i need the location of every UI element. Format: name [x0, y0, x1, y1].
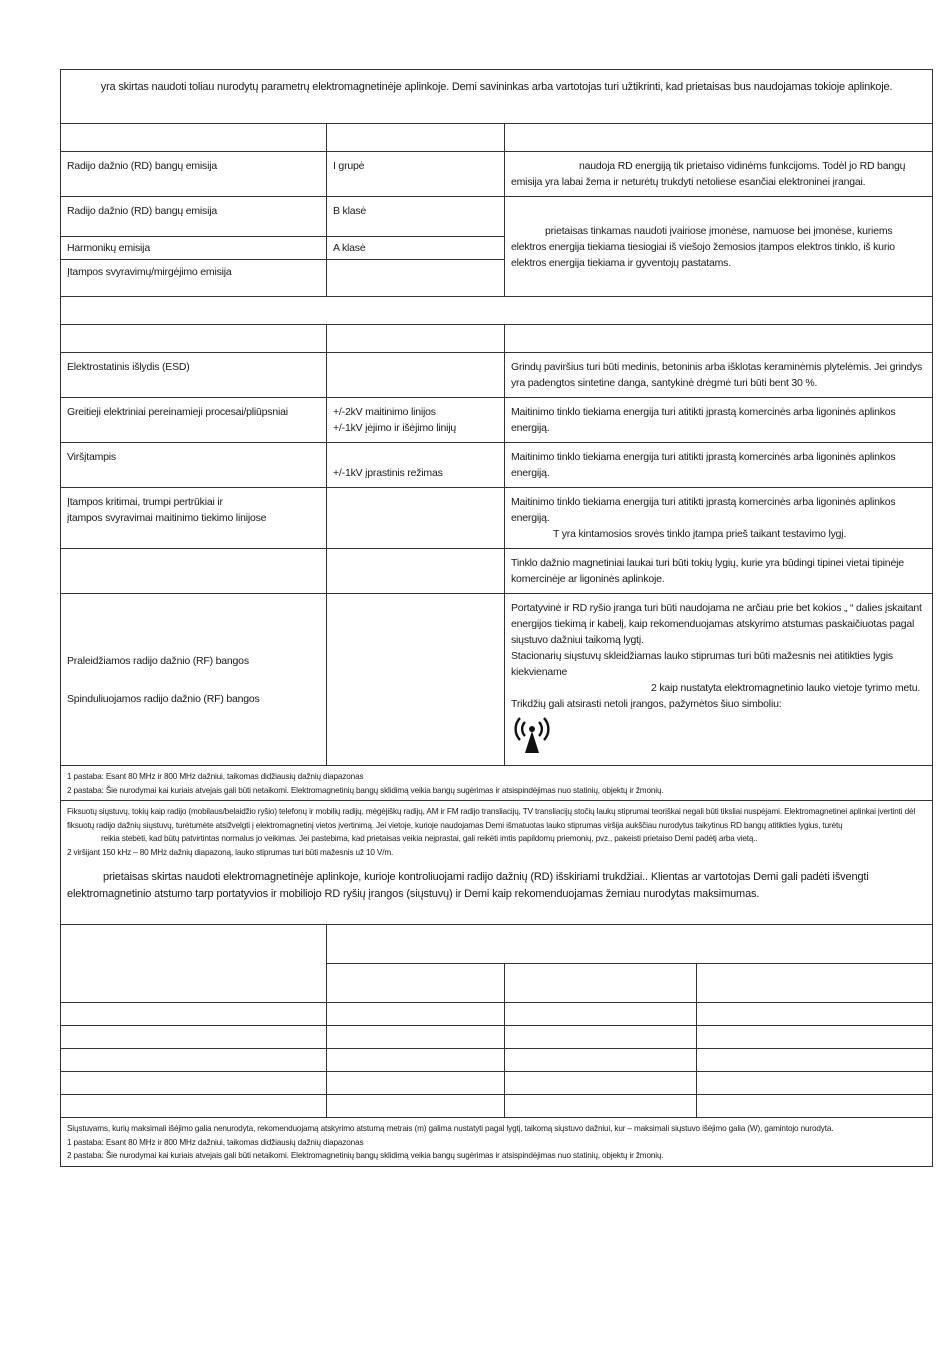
- distance-note-1: 1 pastaba: Esant 80 MHz ir 800 MHz dažniui, taikomas didžiausių dažnių diapazonas: [67, 1137, 364, 1147]
- rf-emission-note: naudoja RD energiją tik prietaiso vidinėms funkcijoms. Todėl jo RD bangų emisija yra labai žema ir neturėtų trukdyti netoliese esančiai elektroninei įrangai.: [511, 160, 906, 188]
- rf-note-4: Trikdžių gali atsirasti netoli įrangos, pažymėtos šiuo simboliu:: [511, 698, 782, 710]
- harmonic-label: Harmonikų emisija: [61, 237, 327, 260]
- eft-note: Maitinimo tinklo tiekiama energija turi atitikti įprastą komercinės arba ligoninės aplinkos energiją.: [505, 398, 933, 443]
- rf-emission-label: Radijo dažnio (RD) bangų emisija: [61, 152, 327, 197]
- magnetic-label: [61, 549, 327, 594]
- magnetic-row: [61, 549, 933, 594]
- eft-level-io: +/-1kV įėjimo ir išėjimo linijų: [333, 422, 457, 434]
- surge-label: Viršįtampis: [61, 443, 327, 488]
- dips-row: [61, 488, 933, 549]
- distance-header-row-1: [61, 925, 933, 964]
- esd-level: [327, 353, 505, 398]
- esd-row: [61, 353, 933, 398]
- emission-header-row: [61, 124, 933, 152]
- esd-note: Grindų paviršius turi būti medinis, betoninis arba išklotas keraminėmis plytelėmis. Jei grindys yra padengtos sintetine danga, santykinė drėgmė turi būti bent 30 %.: [505, 353, 933, 398]
- eft-label: Greitieji elektriniai pereinamieji procesai/pliūpsniai: [61, 398, 327, 443]
- intro-text: yra skirtas naudoti toliau nurodytų parametrų elektromagnetinėje aplinkoje. Demi savininkas arba vartotojas turi užtikrinti, kad prietaisas bus naudojamas tokioje aplinkoje.: [100, 81, 893, 93]
- distance-row: [61, 1049, 933, 1072]
- intro-row: [61, 70, 933, 124]
- distance-note-2: 2 pastaba: Šie nurodymai kai kuriais atvejais gali būti netaikomi. Elektromagnetinių bangų sklidimą veikia bangų sugėrimas ir atsispindėjimas nuo statinių, objektų ir žmonių.: [67, 1151, 664, 1160]
- eft-row: [61, 398, 933, 443]
- residential-use-note: prietaisas tinkamas naudoti įvairiose įmonėse, namuose bei įmonėse, kuriems elektros energija tiekiama tiesiogiai iš viešojo žemosios įtampos elektros tinklo, iš kurio elektros energija tiekiama ir gyventojų pastatams.: [511, 224, 895, 269]
- immunity-title-row: [61, 297, 933, 325]
- distance-row: [61, 1026, 933, 1049]
- rf-emission-class-label: Radijo dažnio (RD) bangų emisija: [61, 197, 327, 237]
- non-ionizing-radiation-icon: [511, 716, 926, 759]
- distance-row: [61, 1095, 933, 1118]
- rf-note-3: 2 kaip nustatyta elektromagnetinio lauko vietoje tyrimo metu.: [651, 682, 921, 694]
- distance-row: [61, 1072, 933, 1095]
- rf-note-2: Stacionarių siųstuvų skleidžiamas lauko stiprumas turi būti mažesnis nei atitikties lygis kiekviename: [511, 650, 893, 678]
- immunity-note-2: 2 pastaba: Šie nurodymai kai kuriais atvejais gali būti netaikomi. Elektromagnetinių bangų sklidimą veikia bangų sugėrimas ir atsispindėjimas nuo statinių, objektų ir žmonių.: [67, 785, 664, 795]
- rf-emission-class-value: B klasė: [327, 197, 505, 237]
- separation-distance-intro: prietaisas skirtas naudoti elektromagnetinėje aplinkoje, kurioje kontroliuojami radijo dažnių (RD) išskiriami trukdžiai.. Klientas ar vartotojas Demi gali padėti išvengti elektromagnetinio atstumo tarp portatyvios ir mobiliojo RD ryšių įrangos (siųstuvų) ir Demi kaip rekomenduojamas žemiau nurodytas maksimumas.: [67, 871, 869, 900]
- flicker-value: [327, 260, 505, 297]
- surge-row: [61, 443, 933, 488]
- footnote-a: Fiksuotų siųstuvų, tokių kaip radijo (mobilaus/belaidžio ryšio) telefonų ir mobilių radijų, mėgėjiškų radijų, AM ir FM radijo transliacijų, TV transliacijų stočių laukų stiprumai teoriškai negali būti tiksliai nuspėjami. Elektromagnetinei aplinkai įvertinti dėl fiksuotų radijo dažnių siųstuvų, turėtumėte atsižvelgti į elektromagnetinį vietos įvertinimą. Jei vietoje, kurioje naudojamas Demi išmatuotas lauko stiprumas viršija aukščiau nurodytus taikytinus RD bangų atitikties lygius, turėtų: [67, 807, 916, 830]
- dips-label-1: Įtampos kritimai, trumpi pertrūkiai ir: [67, 496, 223, 508]
- immunity-note-1: 1 pastaba: Esant 80 MHz ir 800 MHz dažniui, taikomas didžiausių dažnių diapazonas: [67, 772, 364, 781]
- conducted-rf-label: Praleidžiamos radijo dažnio (RF) bangos: [67, 654, 249, 667]
- emc-declaration-document: [60, 69, 932, 1167]
- immunity-header-row: [61, 325, 933, 353]
- flicker-label: Įtampos svyravimų/mirgėjimo emisija: [61, 260, 327, 297]
- surge-level: +/-1kV įprastinis režimas: [327, 443, 505, 488]
- dips-note-2: T yra kintamosios srovės tinklo įtampa prieš taikant testavimo lygį.: [553, 528, 847, 540]
- distance-notes-row: [61, 1118, 933, 1167]
- radiated-rf-label: Spinduliuojamos radijo dažnio (RF) bangos: [67, 692, 260, 705]
- harmonic-value: A klasė: [327, 237, 505, 260]
- footnote-b: 2 viršijant 150 kHz – 80 MHz dažnių diapazoną, lauko stiprumas turi būti mažesnis už 10 V/m.: [67, 847, 394, 857]
- surge-note: Maitinimo tinklo tiekiama energija turi atitikti įprastą komercinės arba ligoninės aplinkos energiją.: [505, 443, 933, 488]
- distance-row: [61, 1003, 933, 1026]
- emc-table: [60, 69, 933, 1167]
- rf-emission-group-value: I grupė: [327, 152, 505, 197]
- esd-label: Elektrostatinis išlydis (ESD): [61, 353, 327, 398]
- rf-note-1: Portatyvinė ir RD ryšio įranga turi būti naudojama ne arčiau prie bet kokios „ “ dalies įskaitant energijos tiekimą ir kabelį, kaip rekomenduojamas atskyrimo atstumas paskaičiuotas pagal siųstuvo dažniui taikomą lygtį.: [511, 602, 922, 646]
- dips-note-1: Maitinimo tinklo tiekiama energija turi atitikti įprastą komercinės arba ligoninės aplinkos energiją.: [511, 496, 896, 524]
- immunity-notes-row: [61, 766, 933, 801]
- footnote-a-cont: reikia stebėti, kad būtų patvirtintas normalus jo veikimas. Jei pastebima, kad prietaisas veikia neįprastai, gali reikėti imtis papildomų priemonių, pvz., pakeisti prietaiso Demi padėtį arba vietą..: [101, 834, 758, 843]
- footnotes-row: [61, 801, 933, 925]
- rf-emission-class-row: [61, 197, 933, 237]
- magnetic-note: Tinklo dažnio magnetiniai laukai turi būti tokių lygių, kurie yra būdingi tipinei vietai tipinėje komercinėje ar ligoninės aplinkoje.: [505, 549, 933, 594]
- rf-immunity-row: [61, 594, 933, 766]
- dips-label-2: įtampos svyravimai maitinimo tiekimo linijose: [67, 512, 267, 524]
- rf-emission-group-row: [61, 152, 933, 197]
- eft-level-power: +/-2kV maitinimo linijos: [333, 406, 436, 418]
- distance-note-0: Siųstuvams, kurių maksimali išėjimo galia nenurodyta, rekomenduojamą atskyrimo atstumą metrais (m) galima nustatyti pagal lygtį, taikomą siųstuvo dažniui, kur – maksimali siųstuvo išėjimo galia (W), gamintojo nurodyta.: [67, 1124, 834, 1133]
